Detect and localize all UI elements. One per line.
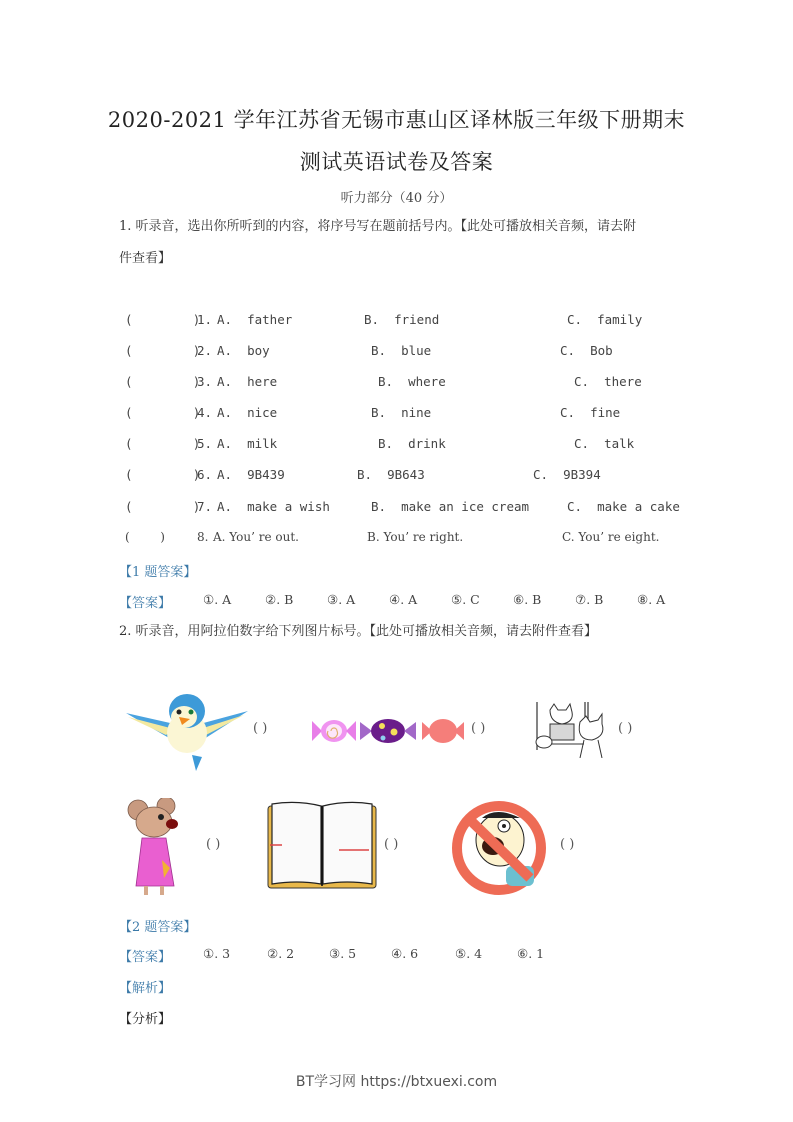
answer-1: ①. 3 (203, 946, 231, 961)
item-number: 2. (197, 343, 213, 358)
option-a: A. father (217, 312, 293, 327)
q1-instruction-line2: 件查看】 (119, 251, 172, 266)
item-number: 8. (197, 530, 209, 544)
option-b: B. friend (364, 312, 440, 327)
option-c: C. talk (574, 436, 635, 451)
answer-1: ①. A (203, 592, 232, 607)
item-number: 7. (197, 499, 213, 514)
answer-5: ⑤. C (451, 592, 480, 607)
candies-icon (312, 716, 464, 746)
no-shouting-icon (446, 796, 552, 896)
answer-blank: ( ) (125, 467, 201, 482)
option-b: B. drink (378, 436, 446, 451)
answer-blank: ( ) (125, 405, 201, 420)
option-b: B. 9B643 (357, 467, 425, 482)
q1-item-4 (119, 405, 689, 425)
q2-answer-row (119, 946, 689, 966)
item-number: 3. (197, 374, 213, 389)
answer-blank-5: ( ) (384, 837, 399, 852)
option-a: A. make a wish (217, 499, 330, 514)
q2-analysis-label: 【解析】 (119, 981, 172, 996)
q1-item-5 (119, 436, 689, 456)
footer-watermark: BT学习网 https://btxuexi.com (295, 1074, 498, 1090)
answer-blank: ( ) (125, 312, 201, 327)
q1-item-6 (119, 467, 689, 487)
answer-blank: ( ) (125, 530, 165, 544)
q1-instruction (119, 211, 684, 275)
item-number: 6. (197, 467, 213, 482)
option-c: C. 9B394 (533, 467, 601, 482)
q2-instruction: 2. 听录音，用阿拉伯数字给下列图片标号。【此处可播放相关音频，请去附件查看】 (119, 624, 598, 639)
item-number: 5. (197, 436, 213, 451)
answer-7: ⑦. B (575, 592, 604, 607)
option-c: C. Bob (560, 343, 613, 358)
answer-label: 【答案】 (119, 596, 172, 611)
document-title-line1: 2020-2021 学年江苏省无锡市惠山区译林版三年级下册期末 (107, 108, 686, 132)
picture-open-book (267, 800, 377, 890)
answer-blank: ( ) (125, 374, 201, 389)
option-c: C. family (567, 312, 643, 327)
option-a: A. here (217, 374, 278, 389)
q1-answer-row (119, 592, 689, 612)
answer-blank-3: ( ) (618, 721, 633, 736)
option-c: C. make a cake (567, 499, 680, 514)
answer-blank: ( ) (125, 343, 201, 358)
picture-cats-at-window (532, 700, 612, 758)
option-a: A. milk (217, 436, 278, 451)
option-c: C. You’ re eight. (562, 530, 660, 544)
option-b: B. blue (371, 343, 432, 358)
answer-blank: ( ) (125, 499, 201, 514)
q2-analysis-subheading: 【分析】 (119, 1012, 172, 1027)
q1-item-8 (119, 530, 689, 550)
answer-4: ④. A (389, 592, 418, 607)
answer-3: ③. 5 (329, 946, 357, 961)
q1-instruction-line1: 1. 听录音，选出你所听到的内容，将序号写在题前括号内。【此处可播放相关音频，请去附 (119, 219, 637, 234)
answer-8: ⑧. A (637, 592, 666, 607)
answer-2: ②. B (265, 592, 294, 607)
q1-item-2 (119, 343, 689, 363)
answer-blank-1: ( ) (253, 721, 268, 736)
option-a: A. nice (217, 405, 278, 420)
cats-window-icon (532, 700, 612, 758)
option-b: B. You’ re right. (367, 530, 464, 544)
section-heading: 听力部分（40 分） (340, 191, 453, 206)
q1-item-1 (119, 312, 689, 332)
option-a: A. boy (217, 343, 270, 358)
option-b: B. nine (371, 405, 432, 420)
answer-6: ⑥. 1 (517, 946, 545, 961)
option-b: B. make an ice cream (371, 499, 530, 514)
picture-candies (312, 716, 464, 746)
answer-blank-2: ( ) (471, 721, 486, 736)
answer-3: ③. A (327, 592, 356, 607)
picture-no-shouting-sign (446, 796, 552, 896)
document-title-line2: 测试英语试卷及答案 (299, 150, 494, 174)
item-number: 1. (197, 312, 213, 327)
q1-item-7 (119, 499, 689, 519)
item-number: 4. (197, 405, 213, 420)
option-a: A. 9B439 (217, 467, 285, 482)
blue-bird-icon (124, 683, 250, 773)
option-c: C. there (574, 374, 642, 389)
answer-label: 【答案】 (119, 950, 172, 965)
answer-4: ④. 6 (391, 946, 419, 961)
answer-5: ⑤. 4 (455, 946, 483, 961)
picture-blue-bird (124, 683, 250, 773)
answer-blank-4: ( ) (206, 837, 221, 852)
q1-item-3 (119, 374, 689, 394)
picture-mouse-girl (126, 798, 186, 896)
mouse-girl-icon (126, 798, 186, 896)
open-book-icon (267, 800, 377, 890)
option-a: A. You’ re out. (213, 530, 299, 544)
q2-answer-heading: 【2 题答案】 (119, 920, 197, 935)
q1-answer-heading: 【1 题答案】 (119, 565, 197, 580)
answer-6: ⑥. B (513, 592, 542, 607)
answer-blank-6: ( ) (560, 837, 575, 852)
option-c: C. fine (560, 405, 621, 420)
answer-blank: ( ) (125, 436, 201, 451)
option-b: B. where (378, 374, 446, 389)
answer-2: ②. 2 (267, 946, 295, 961)
